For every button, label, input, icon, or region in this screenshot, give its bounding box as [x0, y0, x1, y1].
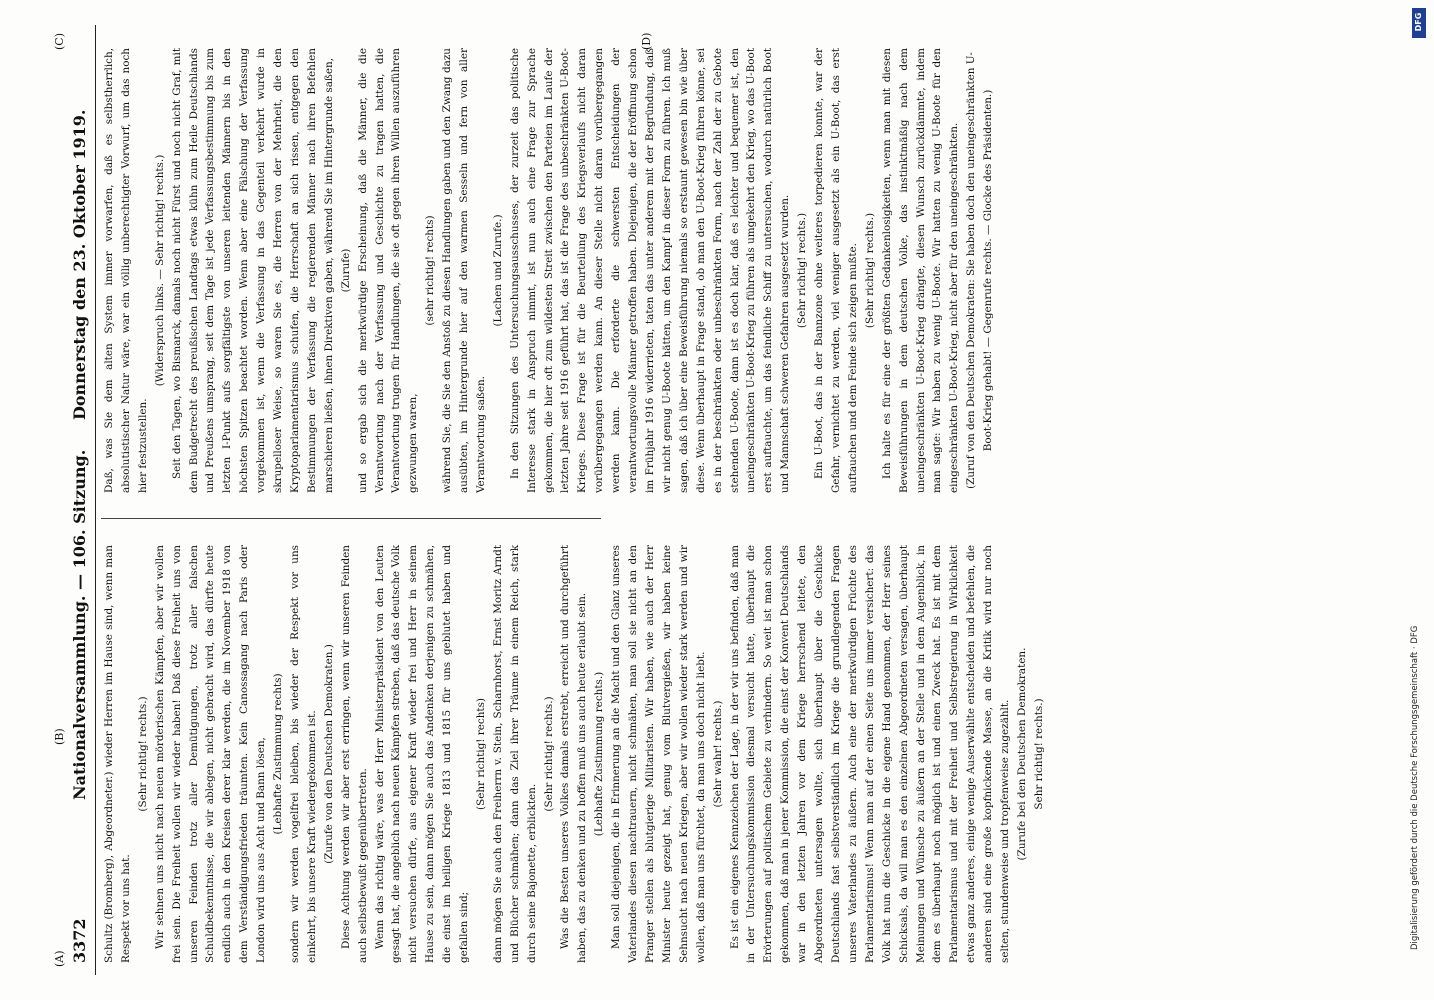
- interjection: (Sehr richtig! rechts.): [542, 696, 555, 812]
- right-text-column: [101, 48, 995, 493]
- paragraph: In den Sitzungen des Untersuchungsausschusses, der zurzeit das politische Interesse stark in Anspruch nimmt, ist nun auch eine Frage zur Sprache gekommen, die hier oft zum wildesten Streit zwischen den Parteien im Laufe der letzten Jahre seit 1916 geführt hat, das ist die Frage des unbeschränkten U-Boot-Krieges. Diese Frage ist für die Beurteilung des Kriegsverlaufs nicht daran vorübergegangen werden kann. An dieser Stelle nicht daran vorübergegangen werden kann. Die erforderte die schwersten Entscheidungen der verantwortungsvolle Männer getroffen haben. Diejenigen, die der Eröffnung schon im Frühjahr 1916 widerrieten, taten das unter anderem mit der Begründung, daß wir nicht genug U-Boote hätten, um den Kampf in dieser Form zu führen. Ich muß sagen, daß ich über eine Beweisführung niemals so erstaunt gewesen bin wie über diese. Wenn überhaupt in Frage stand, ob man den U-Boot-Krieg führen könne, sei es in der beschränkten oder unbeschränkten Form, nach der Zahl der zu Gebote stehenden U-Boote, dann ist es doch klar, daß es leichter und bequemer ist, den uneingeschränkten U-Boot-Krieg zu führen als umgekehrt den Krieg, wo das U-Boot erst auftauchte, um das feindliche Schiff zu untersuchen, wodurch natürlich Boot und Mannschaft schweren Gefahren ausgesetzt wurden.: [508, 48, 792, 493]
- paragraph: Ein U-Boot, das in der Bannzone ohne weiteres torpedieren konnte, war der Gefahr, vernichtet zu werden, viel weniger ausgesetzt als ein U-Boot, das erst auftauchen und dem Feinde sich zeigen mußte.: [813, 48, 859, 493]
- margin-mark-a: (A): [53, 950, 66, 967]
- interjection: (Widerspruch links. — Sehr richtig! rechts.): [153, 154, 166, 387]
- paragraph: Diese Achtung werden wir aber erst erringen, wenn wir unseren Feinden auch selbstbewußt gegenübertreten.: [339, 545, 369, 963]
- digitization-sidebar: [1410, 300, 1430, 950]
- margin-mark-c: (C): [53, 33, 66, 50]
- paragraph: während Sie, die Sie den Anstoß zu diesen Handlungen gaben und den Zwang dazu ausübten, im Hintergrunde hier auf den warmen Sesseln und fern von aller Verantwortung saßen.: [441, 48, 487, 493]
- paragraph: Seit den Tagen, wo Bismarck, damals noch nicht Fürst und noch nicht Graf, mit dem Budgetrecht des preußischen Landtags etwas kühn zum Heile Deutschlands und Preußens umsprang, seit dem Tage ist jede Verfassungsbestimmung bis zum letzten I-Punkt aufs sorgfältigste von unseren leitenden Männern bis in den höchsten Spitzen beachtet worden. Wenn aber eine Fälschung der Verfassung vorgekommen ist, wenn die Verfassung in das Gegenteil verkehrt wurde in skrupelloser Weise, so waren Sie es, die Herren von der Mehrheit, die den Kryptoparlamentarismus schufen, die Herrschaft an sich rissen, entgegen den Bestimmungen der Verfassung die regierenden Männer nach ihren Befehlen marschieren ließen, ihnen Direktiven gaben, während Sie im Hintergrunde saßen,: [170, 48, 335, 493]
- interjection: (Sehr richtig! rechts.): [863, 212, 876, 329]
- paragraph: dann mögen Sie auch den Freiherrn v. Stein, Scharnhorst, Ernst Moritz Arndt und Blücher schmähen; dann das Ziel ihrer Träume in einem Reich, stark durch seine Bajonette, erblickten.: [491, 545, 538, 963]
- paragraph: sondern wir werden vogelfrei bleiben, bis wieder der Respekt vor uns einkehrt, bis unsere Kraft wiedergekommen ist.: [288, 545, 318, 963]
- page-number: 3372: [70, 918, 89, 963]
- paragraph: Man soll diejenigen, die in Erinnerung an die Macht und den Glanz unseres Vaterlandes diesen nachtrauern, nicht schmähen, man soll sie nicht an den Pranger stellen als blutgierige Militaristen. Wir haben, wie auch der Herr Minister heute gezeigt hat, genug vom Blutvergießen, wir haben keine Sehnsucht nach neuen Kriegen, aber wir wollen wieder stark werden und wir wollen, daß man uns fürchtet, da man uns doch nicht liebt.: [610, 545, 707, 963]
- dfg-logo-text: DFG: [1414, 12, 1423, 32]
- interjection: (Sehr richtig! rechts.): [796, 212, 809, 329]
- page-header: [65, 25, 96, 975]
- margin-mark-b: (B): [53, 728, 66, 745]
- interjection: (Zurufe von den Deutschen Demokraten.): [322, 644, 335, 864]
- paragraph: Es ist ein eigenes Kennzeichen der Lage, in der wir uns befinden, daß man in der Untersuchungskommission diesmal versucht hatte, überhaupt die Erörterungen auf politischem Gebiete zu verhindern. So weit ist man schon gekommen, daß man in jener Kommission, die einst der Konvent Deutschlands war in den letzten Jahren vor dem Kriege herrschend leitete, den Abgeordneten untersagen wollte, sich überhaupt über die Geschicke Deutschlands fast selbstverständlich im Kriege die grundlegenden Fragen unseres Vaterlandes zu äußern. Auch eine der merkwürdigen Früchte des Parlamentarismus! Wenn man auf der einen Seite uns immer versichert: das Volk hat nun die Geschicke in die eigene Hand genommen, der Herr seines Schicksals, da will man es den einzelnen Abgeordneten versagen, überhaupt Meinungen und Wünsche zu äußern an der Stelle und in dem Augenblick, in dem es überhaupt noch möglich ist und einen Zweck hat. Es ist mit dem Parlamentarismus und mit der Freiheit und Selbstregierung in Wirklichkeit etwas ganz anderes, einige wenige Auserwählte entscheiden und befehlen, die anderen sind eine große kopfnickende Masse, an die Kritik wird nur noch selten, stundenweise und tropfenweise zugezählt.: [728, 545, 1012, 963]
- rotated-page-content: [53, 25, 1405, 975]
- paragraph: Daß, was Sie dem alten System immer vorwarfen, daß es selbstherrlich, absolutistischer Natur wäre, war ein völlig unberechtigter Vorwurf, um das noch hier festzustellen.: [103, 48, 149, 493]
- interjection: (Sehr wahr! rechts.): [711, 700, 724, 808]
- header-right-title: Donnerstag den 23. Oktober 1919.: [70, 109, 89, 420]
- paragraph: Schultz (Bromberg), Abgeordneter.) wieder Herren im Hause sind, wenn man Respekt vor uns hat.: [103, 545, 132, 963]
- interjection: (Lebhafte Zustimmung rechts.): [593, 671, 606, 837]
- header-left-title: Nationalversammlung. — 106. Sitzung.: [70, 449, 89, 800]
- interjection: (sehr richtig! rechts): [424, 215, 437, 326]
- paragraph: Wenn das richtig wäre, was der Herr Ministerpräsident von den Leuten gesagt hat, die angeblich nach neuen Kämpfen streben, daß das deutsche Volk nicht versuchen dürfe, aus eigener Kraft wieder frei und Herr in seinem Hause zu sein, dann mögen Sie auch das Andenken derjenigen zu schmähen, die einst im heiligen Kriege 1813 und 1815 für uns geblutet haben und gefallen sind;: [373, 545, 471, 963]
- paragraph: und so ergab sich die merkwürdige Erscheinung, daß die Männer, die die Verantwortung nach der Verfassung und Geschichte zu tragen hatten, die Verantwortung trugen für Handlungen, die sie oft gegen ihren Willen auszuführen gezwungen waren,: [356, 48, 420, 493]
- paragraph: Ich halte es für eine der größten Gedankenlosigkeiten, wenn man mit diesen Beweisführungen in dem deutschen Volke, das instinktmäßig nach dem uneingeschränkten U-Boot-Krieg drängte, diesen Wunsch zurückdämmte, indem man sagte: Wir haben zu wenig U-Boote. Wir hatten zu wenig U-Boote für den eingeschränkten U-Boot-Krieg, nicht aber für den uneingeschränkten.: [880, 48, 961, 493]
- dfg-logo: [1412, 8, 1426, 38]
- interjection: (Zuruf von den Deutschen Demokraten: Sie haben doch den uneingeschränkten U-Boot-Krieg gehabt! — Gegenrufe rechts. — Glocke des Präsidenten.): [965, 52, 995, 489]
- interjection: (Zurufe bei den Deutschen Demokraten.: [1015, 647, 1028, 861]
- digitization-note: Digitalisierung gefördert durch die Deutsche Forschungsgemeinschaft · DFG: [1410, 625, 1420, 950]
- column-divider: [101, 518, 601, 519]
- margin-mark-d: (D): [640, 32, 653, 50]
- interjection: (Zurufe): [339, 248, 352, 293]
- interjection: (Sehr richtig! rechts): [474, 698, 487, 810]
- left-text-column: [101, 545, 1045, 963]
- paragraph: Was die Besten unseres Volkes damals erstrebt, erreicht und durchgeführt haben, das zu denken und zu hoffen muß uns auch heute erlaubt sein.: [559, 545, 589, 963]
- interjection: Sehr richtig! rechts.): [1032, 698, 1045, 810]
- paragraph: Wir sehnen uns nicht nach neuen mörderischen Kämpfen, aber wir wollen frei sein. Die Freiheit wollen wir wieder haben! Daß diese Freiheit uns von unseren Feinden trotz aller Demütigungen, trotz aller falschen Schuldbekenntnisse, die wir ablegen, nicht gebracht wird, das dürfte heute endlich auch in den Kreisen derer klar werden, die im November 1918 von dem Verständigungsfrieden träumten. Kein Canossagang nach Paris oder London wird uns aus Acht und Bann lösen,: [153, 545, 268, 963]
- interjection: (Sehr richtig! rechts.): [136, 696, 149, 812]
- interjection: (Lebhafte Zustimmung rechts): [272, 673, 285, 835]
- interjection: (Lachen und Zurufe.): [491, 214, 504, 327]
